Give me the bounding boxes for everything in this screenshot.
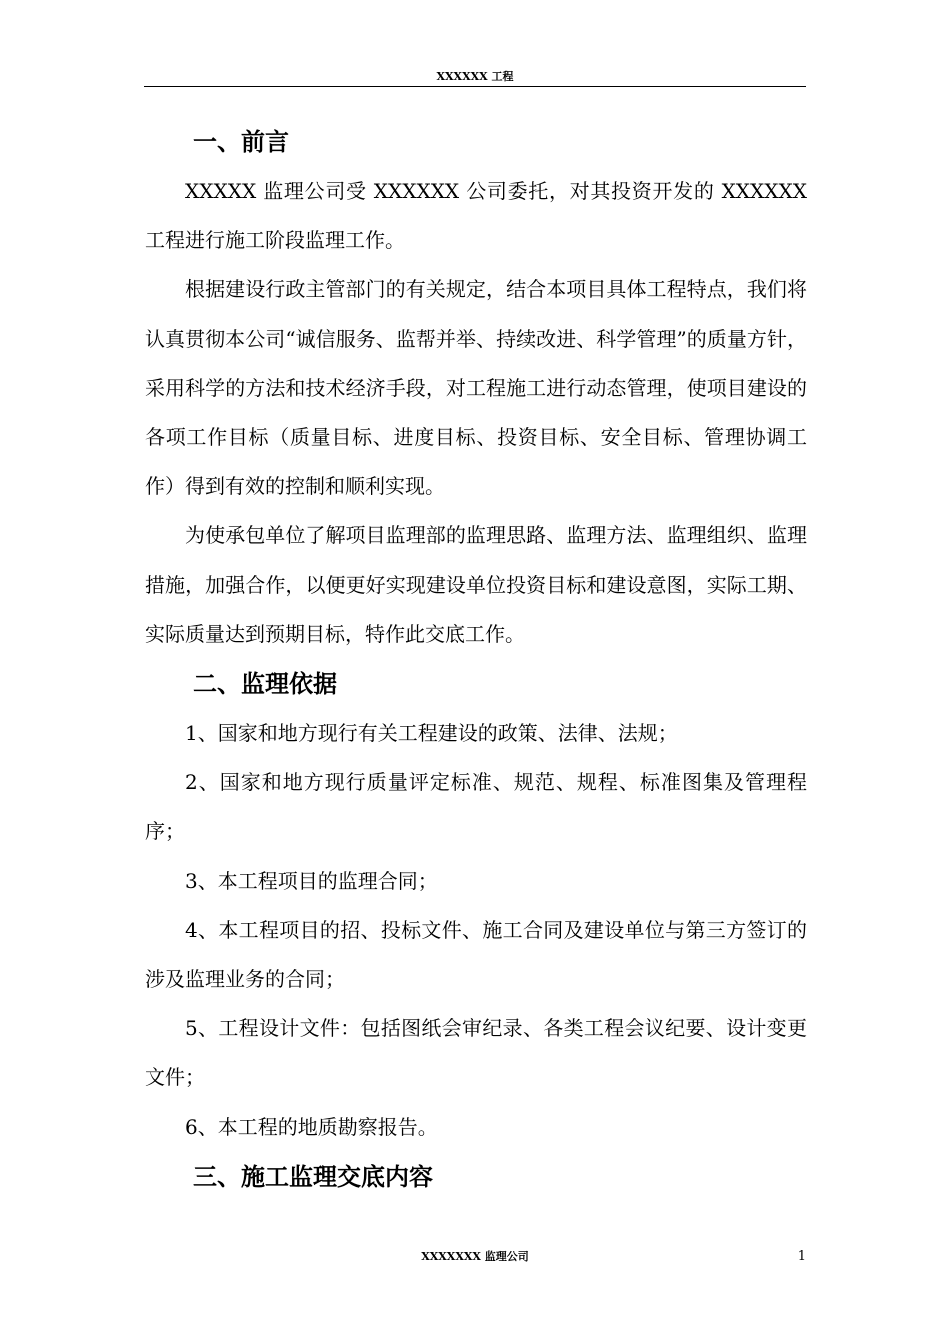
paragraph: 为使承包单位了解项目监理部的监理思路、监理方法、监理组织、监理措施，加强合作，以便更好实现建设单位投资目标和建设意图，实际工期、实际质量达到预期目标，特作此交底工作。 (145, 523, 807, 646)
list-item: 5、工程设计文件：包括图纸会审纪录、各类工程会议纪要、设计变更文件； (145, 1016, 807, 1090)
list-item: 2、国家和地方现行质量评定标准、规范、规程、标准图集及管理程序； (145, 770, 807, 844)
page-header (144, 68, 806, 87)
section-preface (145, 117, 807, 659)
section-heading: 二、监理依据 (193, 670, 337, 699)
page-number: 1 (797, 1249, 806, 1264)
footer-company: XXXXXXX 监理公司 (421, 1250, 529, 1263)
document-body (145, 117, 807, 1202)
section-basis (145, 659, 807, 1152)
paragraph: XXXXX 监理公司受 XXXXXX 公司委托，对其投资开发的 XXXXXX 工程进行施工阶段监理工作。 (145, 179, 807, 253)
list-item: 1、国家和地方现行有关工程建设的政策、法律、法规； (185, 721, 678, 746)
section-disclosure (145, 1152, 807, 1202)
list-item: 3、本工程项目的监理合同； (185, 868, 438, 893)
list-item: 6、本工程的地质勘察报告。 (185, 1114, 438, 1139)
section-heading: 一、前言 (193, 128, 289, 156)
section-heading: 三、施工监理交底内容 (193, 1162, 433, 1191)
list-item: 4、本工程项目的招、投标文件、施工合同及建设单位与第三方签订的涉及监理业务的合同； (145, 917, 807, 992)
header-title: XXXXXX 工程 (436, 70, 514, 83)
page-footer (144, 1248, 806, 1266)
paragraph: 根据建设行政主管部门的有关规定，结合本项目具体工程特点，我们将认真贯彻本公司“诚信服务、监帮并举、持续改进、科学管理”的质量方针，采用科学的方法和技术经济手段，对工程施工进行动态管理，使项目建设的各项工作目标（质量目标、进度目标、投资目标、安全目标、管理协调工作）得到有效的控制和顺利实现。 (145, 277, 807, 499)
